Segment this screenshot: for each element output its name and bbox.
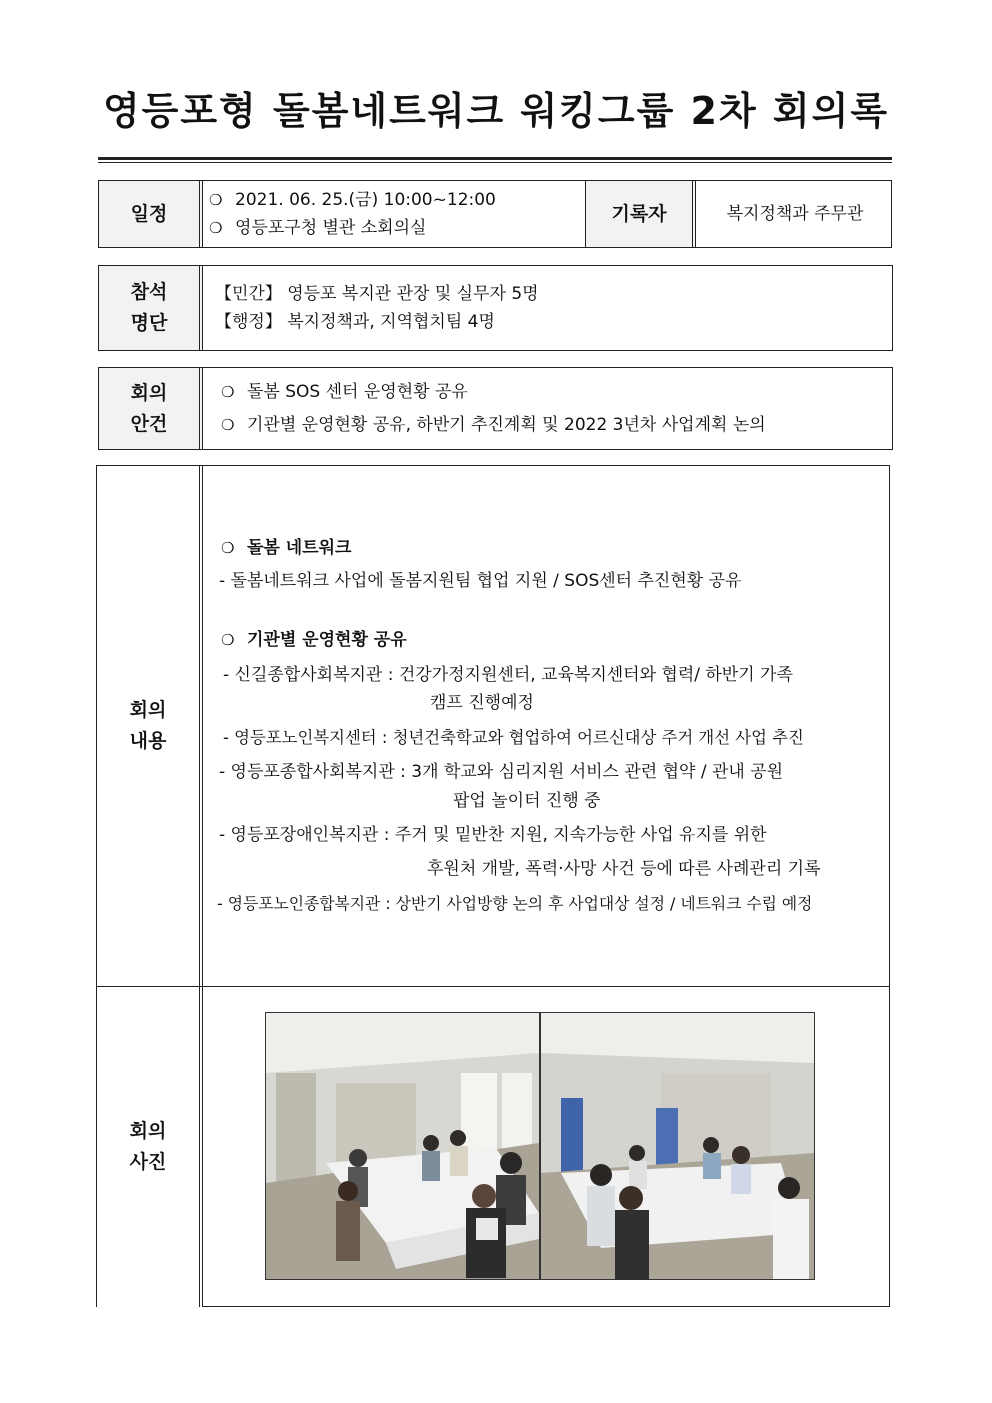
meeting-photo-left <box>265 1012 540 1280</box>
title-rule-thin <box>98 162 892 163</box>
title-rule <box>98 157 892 160</box>
content-line-cont: 캠프 진행예정 <box>430 693 534 713</box>
content-line: - 영등포장애인복지관 : 주거 및 밑반찬 지원, 지속가능한 사업 유지를 위한 <box>219 825 767 845</box>
content-line-cont: 후원처 개발, 폭력·사망 사건 등에 따른 사례관리 기록 <box>427 859 821 879</box>
recorder-label: 기록자 <box>585 181 696 247</box>
content-line: - 영등포노인복지센터 : 청년건축학교와 협업하여 어르신대상 주거 개선 사업 추진 <box>223 728 804 747</box>
recorder-value: 복지정책과 주무관 <box>726 204 864 224</box>
circle-bullet-icon: ❍ <box>221 416 235 434</box>
attendee-admin: 【행정】 복지정책과, 지역협치팀 4명 <box>215 312 495 332</box>
content-line-cont: 팝업 놀이터 진행 중 <box>453 791 601 811</box>
content-line: - 돌봄네트워크 사업에 돌봄지원팀 협업 지원 / SOS센터 추진현황 공유 <box>219 571 742 591</box>
schedule-details <box>209 186 496 242</box>
schedule-label: 일정 <box>99 181 203 247</box>
content-line: - 영등포노인종합복지관 : 상반기 사업방향 논의 후 사업대상 설정 / 네트워크 수립 예정 <box>217 894 813 913</box>
meeting-photo-right-image <box>541 1013 814 1279</box>
attendee-private: 【민간】 영등포 복지관 관장 및 실무자 5명 <box>215 284 539 304</box>
minutes-table <box>96 465 890 1307</box>
agenda-label: 회의 안건 <box>99 368 203 449</box>
circle-bullet-icon: ❍ <box>209 191 223 209</box>
section-title: ❍ 돌봄 네트워크 <box>221 535 351 561</box>
content-line: - 신길종합사회복지관 : 건강가정지원센터, 교육복지센터와 협력/ 하반기 가족 <box>223 665 793 685</box>
row-divider <box>97 986 889 987</box>
meeting-photo-left-image <box>266 1013 539 1279</box>
document-title: 영등포형 돌봄네트워크 워킹그룹 2차 회의록 <box>102 89 890 133</box>
attendees-label: 참석 명단 <box>99 266 203 350</box>
content-line: - 영등포종합사회복지관 : 3개 학교와 심리지원 서비스 관련 협약 / 관내 공원 <box>219 762 784 782</box>
circle-bullet-icon: ❍ <box>221 631 235 649</box>
section-title: ❍ 기관별 운영현황 공유 <box>221 627 407 653</box>
meeting-photo-right <box>540 1012 815 1280</box>
agenda-list <box>221 376 766 442</box>
schedule-place: 영등포구청 별관 소회의실 <box>235 218 427 238</box>
attendees-row <box>98 265 893 351</box>
attendees-list <box>215 280 539 336</box>
agenda-row <box>98 367 893 450</box>
circle-bullet-icon: ❍ <box>221 383 235 401</box>
schedule-date: 2021. 06. 25.(금) 10:00~12:00 <box>235 190 496 210</box>
circle-bullet-icon: ❍ <box>209 219 223 237</box>
schedule-row <box>98 180 892 248</box>
circle-bullet-icon: ❍ <box>221 539 235 557</box>
content-label: 회의 내용 <box>97 466 203 986</box>
photos-label: 회의 사진 <box>97 987 203 1307</box>
agenda-item: 돌봄 SOS 센터 운영현황 공유 <box>247 382 468 402</box>
agenda-item: 기관별 운영현황 공유, 하반기 추진계획 및 2022 3년차 사업계획 논의 <box>247 415 766 435</box>
